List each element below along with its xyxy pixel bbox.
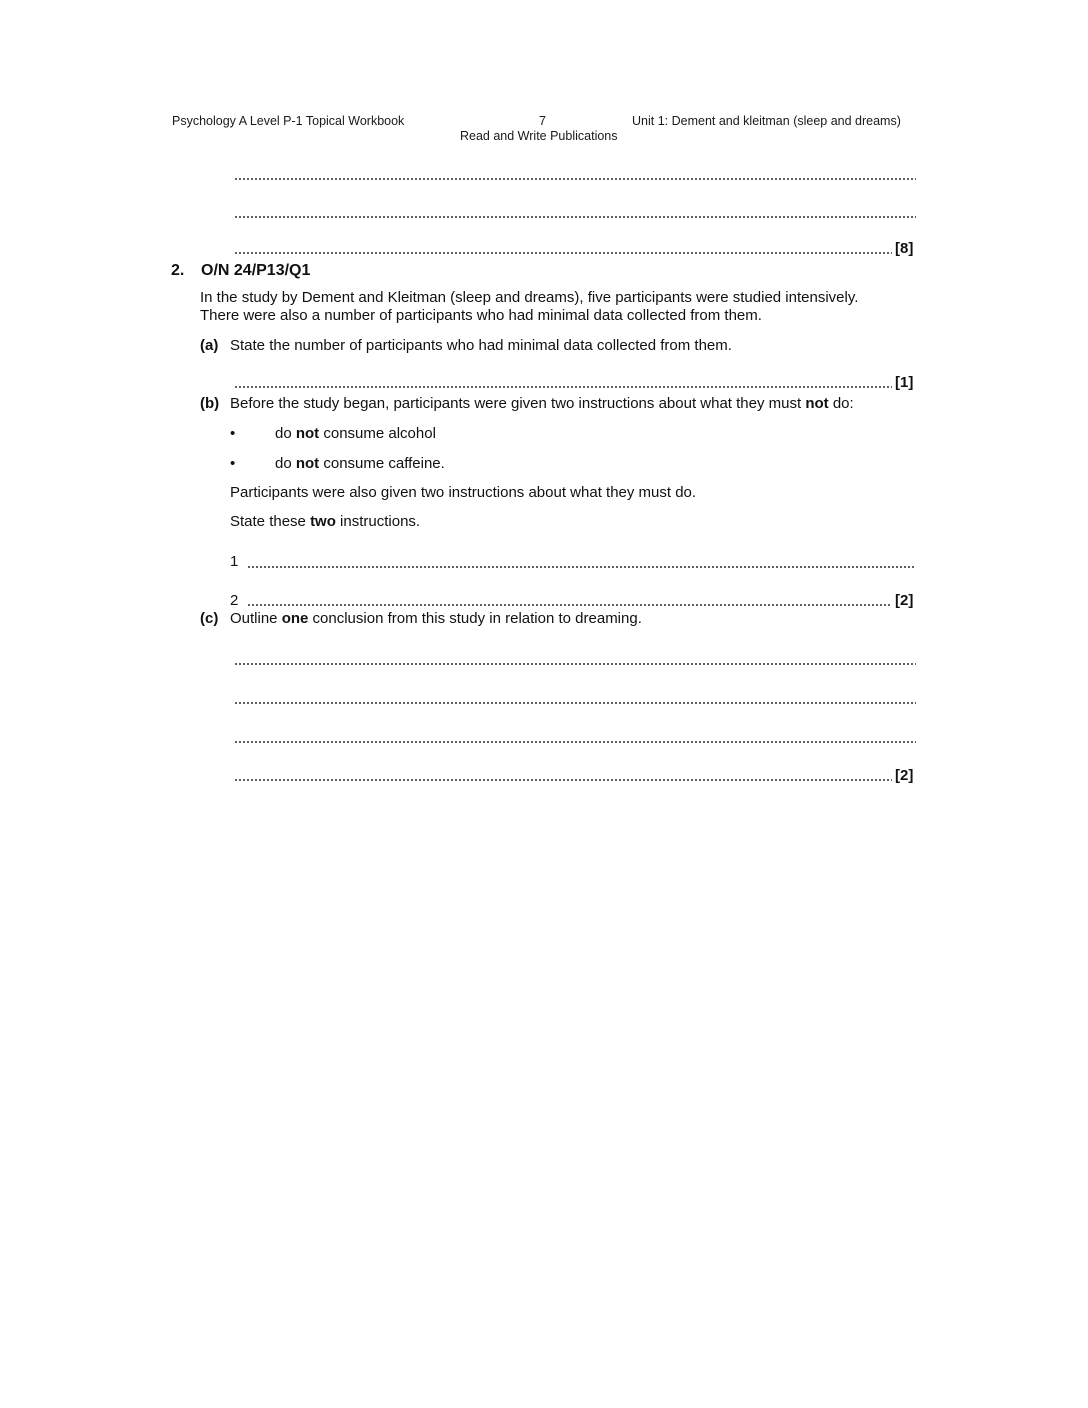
part-c-text: Outline one conclusion from this study in relation to dreaming.	[230, 610, 642, 627]
part-a-text: State the number of participants who had minimal data collected from them.	[230, 337, 732, 354]
answer-line[interactable]	[234, 242, 892, 256]
question-number: 2.	[171, 262, 185, 279]
mark-allocation: [1]	[895, 374, 914, 391]
answer-line[interactable]	[234, 653, 916, 667]
mark-allocation: [2]	[895, 767, 914, 784]
part-c-label: (c)	[200, 610, 219, 627]
question-intro-line2: There were also a number of participants who had minimal data collected from them.	[200, 307, 762, 324]
answer-line[interactable]	[234, 168, 916, 182]
header-publisher: Read and Write Publications	[460, 129, 618, 143]
question-intro-line1: In the study by Dement and Kleitman (sleep and dreams), five participants were studied intensively.	[200, 289, 859, 306]
part-a-label: (a)	[200, 337, 219, 354]
answer-line[interactable]	[234, 692, 916, 706]
header-page-number: 7	[539, 114, 546, 128]
bullet-icon: •	[230, 425, 236, 442]
mark-allocation: [2]	[895, 592, 914, 609]
bullet-icon: •	[230, 455, 236, 472]
answer-line[interactable]	[234, 769, 892, 783]
bullet-item: do not consume alcohol	[275, 425, 436, 442]
mark-allocation: [8]	[895, 240, 914, 257]
part-b-line3: State these two instructions.	[230, 513, 421, 530]
header-workbook-title: Psychology A Level P-1 Topical Workbook	[172, 114, 405, 128]
answer-line[interactable]	[234, 206, 916, 220]
header-unit-title: Unit 1: Dement and kleitman (sleep and dreams)	[632, 114, 901, 128]
bullet-item: do not consume caffeine.	[275, 455, 445, 472]
answer-line[interactable]	[247, 556, 916, 570]
answer-line[interactable]	[234, 376, 892, 390]
part-b-label: (b)	[200, 395, 220, 412]
part-b-text: Before the study began, participants were given two instructions about what they must not do:	[230, 395, 854, 412]
question-code: O/N 24/P13/Q1	[201, 262, 311, 279]
answer-line[interactable]	[234, 731, 916, 745]
part-b-line2: Participants were also given two instructions about what they must do.	[230, 484, 697, 501]
answer-number: 2	[230, 592, 239, 609]
answer-line[interactable]	[247, 594, 892, 608]
answer-number: 1	[230, 553, 239, 570]
